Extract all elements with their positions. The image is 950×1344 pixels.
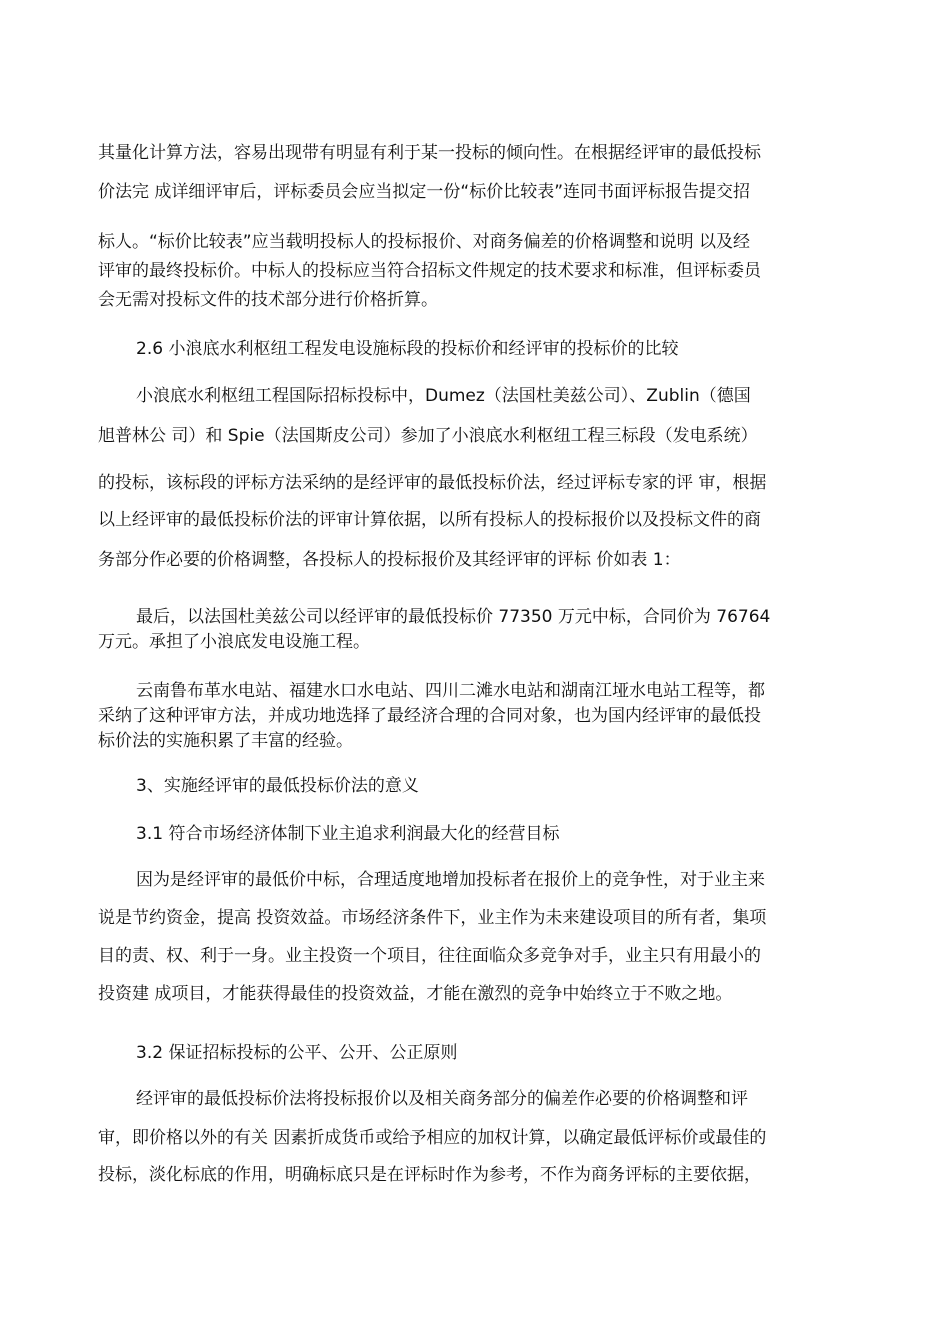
paragraph-line: 标价法的实施积累了丰富的经验。 — [98, 731, 353, 751]
paragraph-line: 投资建 成项目，才能获得最佳的投资效益，才能在激烈的竞争中始终立于不败之地。 — [98, 984, 733, 1004]
section-heading: 3.1 符合市场经济体制下业主追求利润最大化的经营目标 — [136, 824, 560, 844]
paragraph-line: 云南鲁布革水电站、福建水口水电站、四川二滩水电站和湖南江垭水电站工程等，都 — [136, 681, 765, 701]
section-heading: 2.6 小浪底水利枢纽工程发电设施标段的投标价和经评审的投标价的比较 — [136, 339, 679, 359]
paragraph-line: 旭普林公 司）和 Spie（法国斯皮公司）参加了小浪底水利枢纽工程三标段（发电系统） — [98, 426, 758, 446]
paragraph-line: 其量化计算方法，容易出现带有明显有利于某一投标的倾向性。在根据经评审的最低投标 — [98, 143, 761, 163]
section-heading: 3、实施经评审的最低投标价法的意义 — [136, 776, 419, 796]
paragraph-line: 小浪底水利枢纽工程国际招标投标中，Dumez（法国杜美兹公司）、Zublin（德国 — [136, 386, 751, 406]
paragraph-line: 以上经评审的最低投标价法的评审计算依据，以所有投标人的投标报价以及投标文件的商 — [98, 510, 761, 530]
paragraph-line: 评审的最终投标价。中标人的投标应当符合招标文件规定的技术要求和标准，但评标委员 — [98, 261, 761, 281]
paragraph-line: 因为是经评审的最低价中标，合理适度地增加投标者在报价上的竞争性，对于业主来 — [136, 870, 765, 890]
paragraph-line: 标人。“标价比较表”应当载明投标人的投标报价、对商务偏差的价格调整和说明 以及经 — [98, 232, 751, 252]
section-heading: 3.2 保证招标投标的公平、公开、公正原则 — [136, 1043, 458, 1063]
paragraph-line: 目的责、权、利于一身。业主投资一个项目，往往面临众多竞争对手，业主只有用最小的 — [98, 946, 761, 966]
paragraph-line: 说是节约资金，提高 投资效益。市场经济条件下，业主作为未来建设项目的所有者，集项 — [98, 908, 767, 928]
paragraph-line: 审，即价格以外的有关 因素折成货币或给予相应的加权计算，以确定最低评标价或最佳的 — [98, 1128, 767, 1148]
paragraph-line: 的投标，该标段的评标方法采纳的是经评审的最低投标价法，经过评标专家的评 审，根据 — [98, 473, 767, 493]
paragraph-line: 务部分作必要的价格调整，各投标人的投标报价及其经评审的评标 价如表 1： — [98, 550, 681, 570]
paragraph-line: 会无需对投标文件的技术部分进行价格折算。 — [98, 290, 438, 310]
paragraph-line: 采纳了这种评审方法，并成功地选择了最经济合理的合同对象，也为国内经评审的最低投 — [98, 706, 761, 726]
paragraph-line: 价法完 成详细评审后，评标委员会应当拟定一份“标价比较表”连同书面评标报告提交招 — [98, 182, 751, 202]
paragraph-line: 投标，淡化标底的作用，明确标底只是在评标时作为参考，不作为商务评标的主要依据， — [98, 1165, 761, 1185]
paragraph-line: 最后，以法国杜美兹公司以经评审的最低投标价 77350 万元中标，合同价为 76764 — [136, 607, 771, 627]
paragraph-line: 万元。承担了小浪底发电设施工程。 — [98, 632, 370, 652]
paragraph-line: 经评审的最低投标价法将投标报价以及相关商务部分的偏差作必要的价格调整和评 — [136, 1089, 748, 1109]
